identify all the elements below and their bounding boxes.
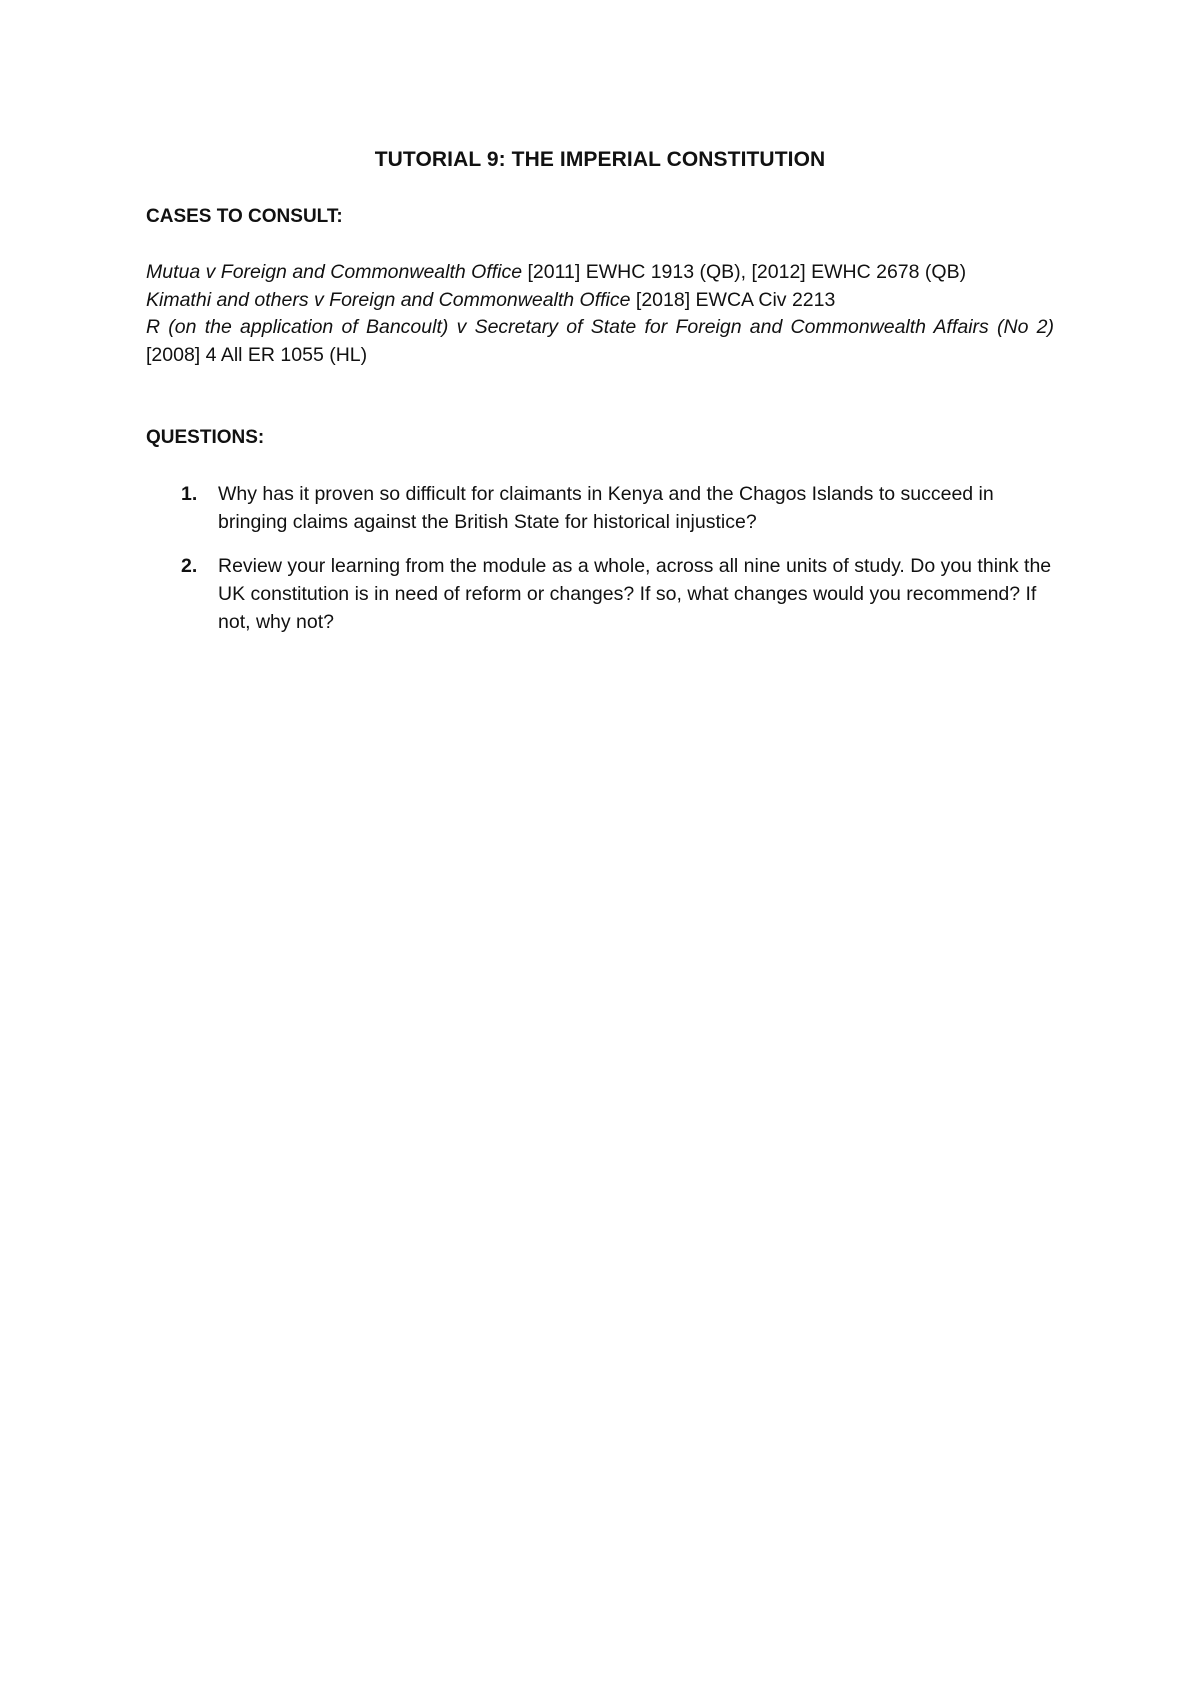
question-number: 1. xyxy=(181,483,198,505)
cases-list xyxy=(146,259,1054,369)
case-name: Mutua v Foreign and Commonwealth Office xyxy=(146,261,523,283)
question-text: Review your learning from the module as a whole, across all nine units of study. Do you think the UK constitution is in need of reform or changes? If so, what changes would you recommend? If not, why not? xyxy=(218,555,1052,633)
case-entry xyxy=(146,314,1054,369)
question-item xyxy=(146,552,1054,636)
questions-heading: QUESTIONS: xyxy=(146,427,265,448)
question-number: 2. xyxy=(181,555,198,577)
questions-list xyxy=(146,480,1054,652)
case-citation: [2011] EWHC 1913 (QB), [2012] EWHC 2678 (QB) xyxy=(522,261,967,283)
question-item xyxy=(146,480,1054,536)
cases-heading: CASES TO CONSULT: xyxy=(146,206,343,227)
case-citation: [2008] 4 All ER 1055 (HL) xyxy=(146,343,368,366)
question-text: Why has it proven so difficult for claimants in Kenya and the Chagos Islands to succeed in bringing claims against the British State for historical injustice? xyxy=(218,483,994,533)
case-name: Kimathi and others v Foreign and Commonwealth Office xyxy=(146,288,631,311)
document-title: TUTORIAL 9: THE IMPERIAL CONSTITUTION xyxy=(374,148,826,171)
case-entry xyxy=(146,259,1054,287)
case-name: R (on the application of Bancoult) v Secretary of State for Foreign and Commonwealth Affairs (No 2) xyxy=(146,316,1054,338)
case-citation: [2018] EWCA Civ 2213 xyxy=(630,288,836,311)
case-entry xyxy=(146,287,1054,315)
